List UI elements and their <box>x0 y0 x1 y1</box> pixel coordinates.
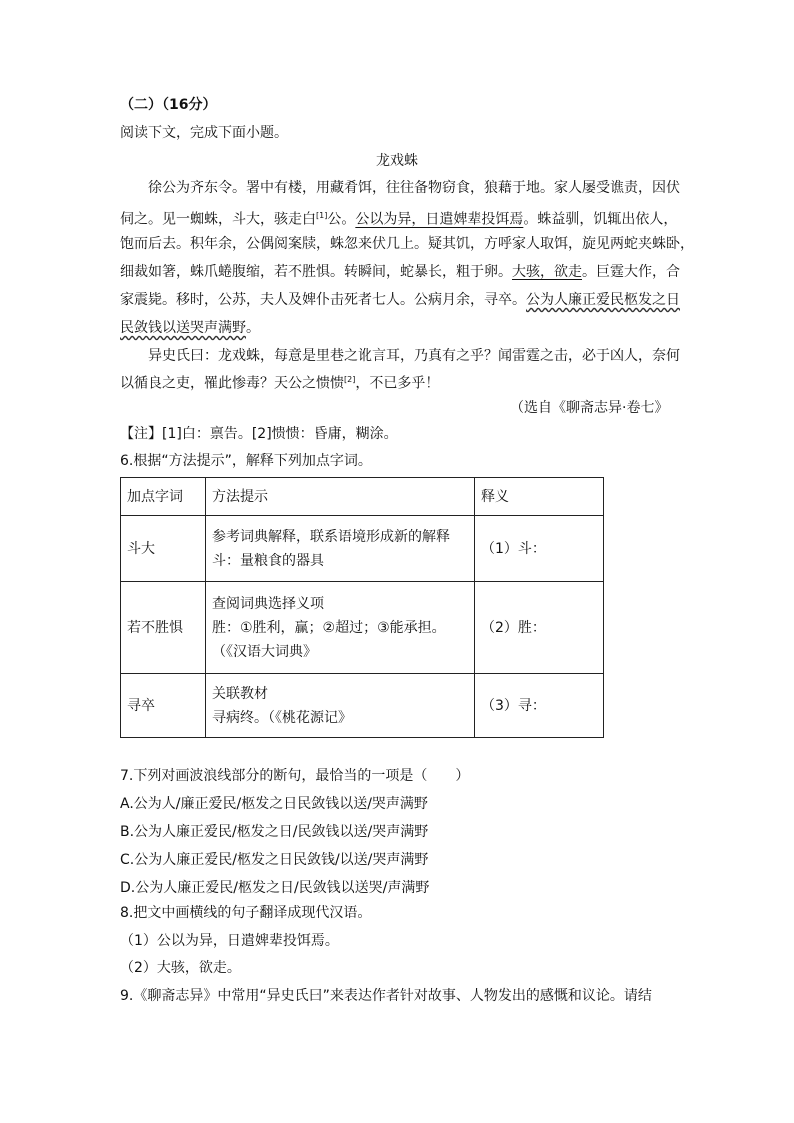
wavy-section: 民敛钱以送哭声满野 <box>120 320 246 336</box>
method-table <box>120 477 604 738</box>
hint-line: 参考词典解释，联系语境形成新的解释 <box>212 528 450 545</box>
source-citation: （选自《聊斋志异·卷七》 <box>510 400 669 416</box>
hint-cell <box>206 516 475 582</box>
question-8-item-1: （1）公以为异，日遣婢辈投饵焉。 <box>120 933 339 949</box>
passage-line: 饱而后去。积年余，公偶阅案牍，蛛忽来伏几上。疑其饥，方呼家人取饵，旋见两蛇夹蛛卧， <box>120 236 694 252</box>
option-d[interactable]: D.公为人廉正爱民/柩发之日/民敛钱以送哭/声满野 <box>120 880 430 896</box>
passage-line: 徐公为齐东令。署中有楼，用藏肴饵，往往备物窃食，狼藉于地。家人屡受谯责，因伏 <box>148 180 680 196</box>
table-header-row <box>121 478 604 516</box>
table-row <box>121 674 604 738</box>
hint-line: 查阅词典选择义项 <box>212 595 324 612</box>
passage-text: 公。 <box>327 211 356 228</box>
passage-text: 家震毙。移时，公苏，夫人及婢仆击死者七人。公病月余，寻卒。 <box>120 292 526 308</box>
passage-line <box>120 318 260 338</box>
hint-cell <box>206 674 475 738</box>
wavy-section: 公为人廉正爱民柩发之日 <box>526 292 680 308</box>
question-8-item-2: （2）大骇，欲走。 <box>120 960 241 976</box>
footnote-ref: [2] <box>344 375 356 384</box>
hint-line: 寻病终。（《桃花源记》 <box>212 709 352 726</box>
answer-cell[interactable]: （3）寻： <box>475 674 604 738</box>
hint-line: 斗：量粮食的器具 <box>212 552 324 569</box>
option-a[interactable]: A.公为人/廉正爱民/柩发之日民敛钱以送/哭声满野 <box>120 796 428 812</box>
passage-line <box>120 206 677 230</box>
instruction: 阅读下文，完成下面小题。 <box>120 125 288 141</box>
word-cell: 斗大 <box>121 516 206 582</box>
question-8-stem: 8.把文中画横线的句子翻译成现代汉语。 <box>120 905 372 921</box>
section-header: （二）（16分） <box>120 97 217 113</box>
question-6-stem: 6.根据“方法提示”，解释下列加点字词。 <box>120 453 372 469</box>
passage-title: 龙戏蛛 <box>376 153 418 169</box>
hint-line: 关联教材 <box>212 685 268 702</box>
question-9-stem: 9.《聊斋志异》中常用“异史氏曰”来表达作者针对故事、人物发出的感慨和议论。请结 <box>120 988 652 1004</box>
underlined-sentence-1: 公以为异，日遣婢辈投饵焉 <box>355 211 524 228</box>
passage-text: 细裁如箸，蛛爪蜷腹缩，若不胜惧。转瞬间，蛇暴长，粗于卵。 <box>120 264 512 280</box>
passage-text: 。蛛益驯，饥辄出依人， <box>523 211 678 228</box>
table-header-cell: 加点字词 <box>121 478 206 516</box>
passage-text: 。 <box>246 320 260 336</box>
passage-line: 异史氏曰：龙戏蛛，每意是里巷之讹言耳，乃真有之乎？闻雷霆之击，必于凶人，奈何 <box>148 348 680 364</box>
option-b[interactable]: B.公为人廉正爱民/柩发之日/民敛钱以送/哭声满野 <box>120 824 429 840</box>
table-header-cell: 方法提示 <box>206 478 475 516</box>
table-row <box>121 582 604 674</box>
footnote-ref: [1] <box>316 211 328 220</box>
passage-line <box>120 262 680 282</box>
word-cell: 寻卒 <box>121 674 206 738</box>
passage-line <box>120 290 680 310</box>
footnote: 【注】[1]白：禀告。[2]愦愦：昏庸，糊涂。 <box>120 426 398 442</box>
passage-text: 以循良之吏，罹此惨毒？天公之愦愦 <box>120 375 344 392</box>
answer-cell[interactable]: （2）胜： <box>475 582 604 674</box>
hint-line: 胜：①胜利，赢；②超过；③能承担。 <box>212 619 446 636</box>
hint-cell <box>206 582 475 674</box>
passage-line <box>120 370 439 394</box>
passage-text: 伺之。见一蜘蛛，斗大，骇走白 <box>120 211 316 228</box>
table-row <box>121 516 604 582</box>
question-7-stem: 7.下列对画波浪线部分的断句，最恰当的一项是（ ） <box>120 768 470 784</box>
passage-text: 。巨霆大作，合 <box>582 264 680 280</box>
option-c[interactable]: C.公为人廉正爱民/柩发之日民敛钱/以送/哭声满野 <box>120 852 429 868</box>
hint-line: （《汉语大词典》 <box>212 643 317 660</box>
answer-cell[interactable]: （1）斗： <box>475 516 604 582</box>
table-header-cell: 释义 <box>475 478 604 516</box>
word-cell: 若不胜惧 <box>121 582 206 674</box>
underlined-sentence-2: 大骇，欲走 <box>512 264 582 280</box>
passage-text: ，不已多乎！ <box>355 375 440 392</box>
